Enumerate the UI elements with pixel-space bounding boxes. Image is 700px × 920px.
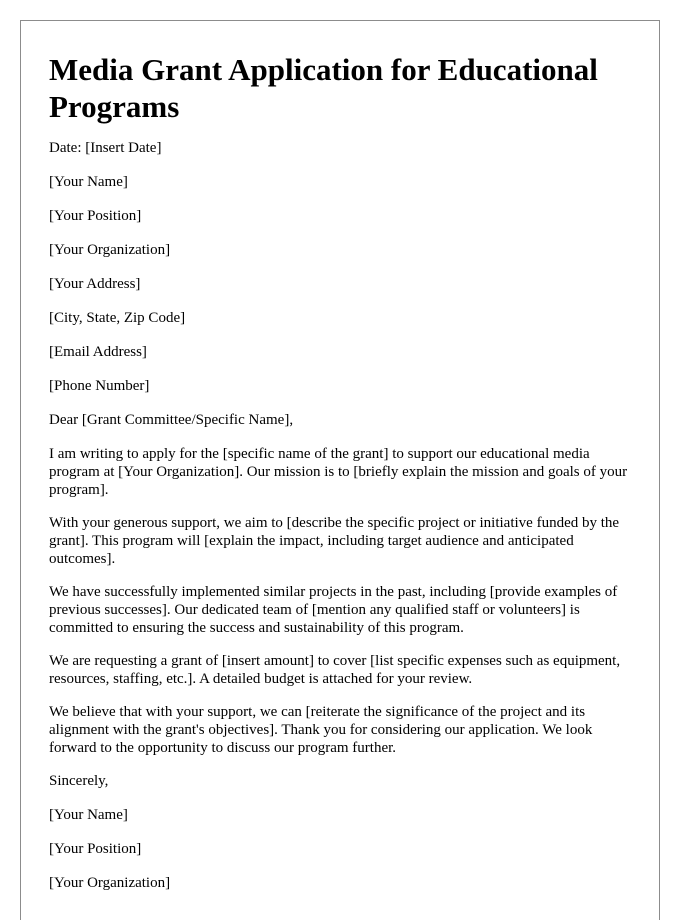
sender-address: [Your Address] xyxy=(49,276,141,292)
date-line: Date: [Insert Date] xyxy=(49,140,162,156)
salutation: Dear [Grant Committee/Specific Name], xyxy=(49,412,294,428)
signature-organization: [Your Organization] xyxy=(49,875,171,891)
signature-name: [Your Name] xyxy=(49,807,128,823)
letter-page xyxy=(20,20,660,920)
sender-email: [Email Address] xyxy=(49,344,147,360)
sender-name: [Your Name] xyxy=(49,174,128,190)
sender-city-state-zip: [City, State, Zip Code] xyxy=(49,310,186,326)
body-paragraph: We believe that with your support, we can [reiterate the significance of the project and its alignment with the grant's objectives]. Thank you for considering our application. We look forward to the opportunity to discuss our program further. xyxy=(49,704,593,756)
body-paragraph: We have successfully implemented similar projects in the past, including [provide examples of previous successes]. Our dedicated team of [mention any qualified staff or volunteers] is committed to ensuring the success and sustainability of this program. xyxy=(49,584,618,636)
body-paragraph: We are requesting a grant of [insert amount] to cover [list specific expenses such as equipment, resources, staffing, etc.]. A detailed budget is attached for your review. xyxy=(49,653,621,687)
body-paragraph: I am writing to apply for the [specific name of the grant] to support our educational media program at [Your Organization]. Our mission is to [briefly explain the mission and goals of your program]. xyxy=(49,446,628,498)
closing: Sincerely, xyxy=(49,773,109,789)
letter-body xyxy=(49,445,631,757)
signature-position: [Your Position] xyxy=(49,841,142,857)
signature-block xyxy=(49,806,631,893)
body-paragraph: With your generous support, we aim to [describe the specific project or initiative funded by the grant]. This program will [explain the impact, including target audience and anticipated outcomes]. xyxy=(49,515,620,567)
sender-phone: [Phone Number] xyxy=(49,378,150,394)
sender-organization: [Your Organization] xyxy=(49,242,171,258)
sender-position: [Your Position] xyxy=(49,208,142,224)
page-title: Media Grant Application for Educational Programs xyxy=(49,52,598,124)
sender-block xyxy=(49,173,631,396)
